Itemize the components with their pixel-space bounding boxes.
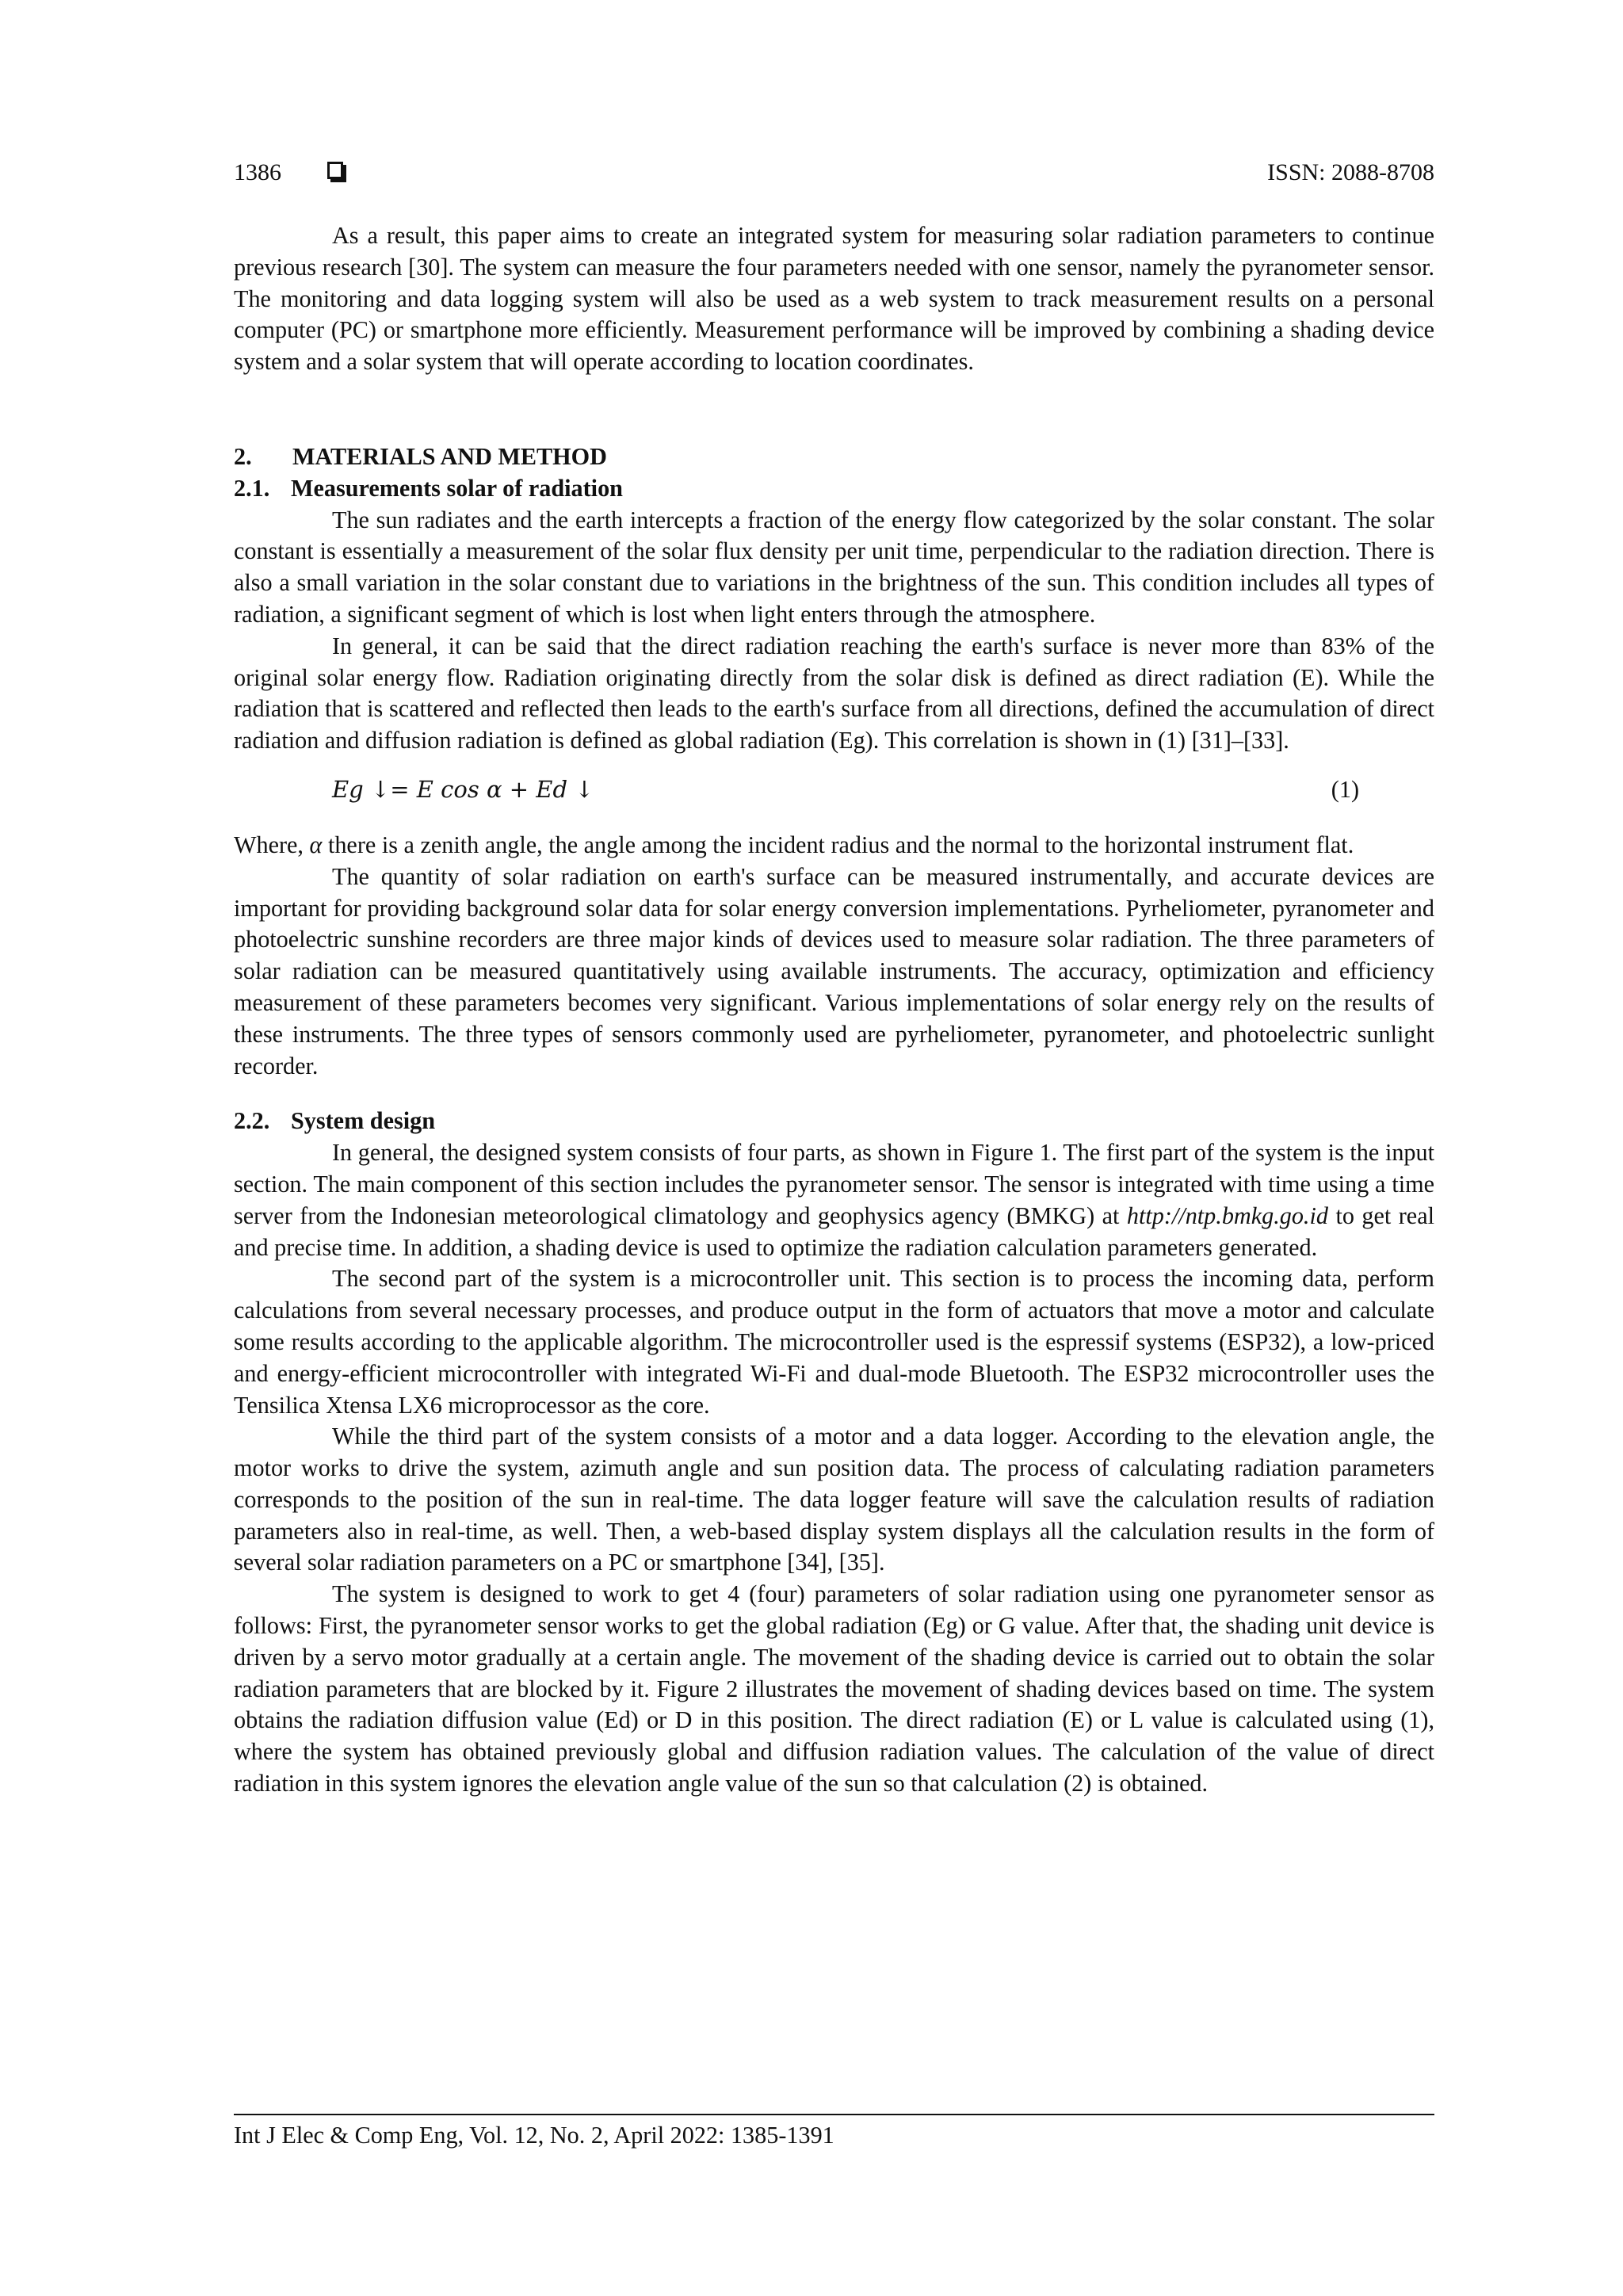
footer-citation: Int J Elec & Comp Eng, Vol. 12, No. 2, April 2022: 1385-1391 xyxy=(234,2122,834,2149)
footer-divider xyxy=(234,2114,1434,2115)
equation-expression: Eg ↓= E cos α + Ed ↓ xyxy=(332,775,594,803)
paragraph-text: In general, the designed system consists of four parts, as shown in Figure 1. The first part of the system is the input section. The main component of this section includes the pyranometer sensor. The sensor is integrated with time using a time server from the Indonesian meteorological climatology and geophysics agency (BMKG) at xyxy=(234,1139,1434,1229)
section-title: MATERIALS AND METHOD xyxy=(292,442,607,470)
page-header xyxy=(234,157,1434,192)
paragraph-text: to get real and precise time. In addition, a shading device is used to optimize the radiation calculation parameters generated. xyxy=(234,1201,1434,1261)
paragraph-where xyxy=(234,830,1434,861)
article-body xyxy=(234,220,1434,1800)
section-heading-2 xyxy=(234,441,1434,473)
checkbox-square-icon xyxy=(327,162,343,179)
subsection-number: 2.2. xyxy=(234,1107,270,1135)
where-rest: there is a zenith angle, the angle among the incident radius and the normal to the horizontal instrument flat. xyxy=(322,831,1354,858)
equation-1 xyxy=(234,774,1434,806)
subsection-number: 2.1. xyxy=(234,474,270,502)
issn-label: ISSN: 2088-8708 xyxy=(1267,159,1434,185)
section-number: 2. xyxy=(234,442,252,470)
equation-number: (1) xyxy=(1331,775,1359,803)
where-prefix: Where, xyxy=(234,831,310,858)
paragraph: The second part of the system is a microcontroller unit. This section is to process the incoming data, perform calculations from several necessary processes, and produce output in the form of actuators that move a motor and calculate some results according to the applicable algorithm. The microcontroller used is the espressif systems (ESP32), a low-priced and energy-efficient microcontroller with integrated Wi-Fi and dual-mode Bluetooth. The ESP32 microcontroller uses the Tensilica Xtensa LX6 microprocessor as the core. xyxy=(234,1265,1434,1419)
subsection-heading-2-1 xyxy=(234,473,1434,505)
subsection-heading-2-2 xyxy=(234,1106,1434,1137)
intro-paragraph: As a result, this paper aims to create an integrated system for measuring solar radiation parameters to continue previous research [30]. The system can measure the four parameters needed with one sensor, namely the pyranometer sensor. The monitoring and data logging system will also be used as a web system to track measurement results on a personal computer (PC) or smartphone more efficiently. Measurement performance will be improved by combining a shading device system and a solar system that will operate according to location coordinates. xyxy=(234,222,1434,376)
alpha-symbol: α xyxy=(309,831,323,858)
paragraph xyxy=(234,1137,1434,1263)
paragraph: The quantity of solar radiation on earth's surface can be measured instrumentally, and accurate devices are important for providing background solar data for solar energy conversion implementations. Pyrheliometer, pyranometer and photoelectric sunshine recorders are three major kinds of devices used to measure solar radiation. The three parameters of solar radiation can be measured quantitatively using available instruments. The accuracy, optimization and efficiency measurement of these parameters becomes very significant. Various implementations of solar energy rely on the results of these instruments. The three types of sensors commonly used are pyrheliometer, pyranometer, and photoelectric sunlight recorder. xyxy=(234,862,1434,1079)
page-number: 1386 xyxy=(234,159,281,185)
subsection-title: Measurements solar of radiation xyxy=(291,474,623,502)
paragraph: In general, it can be said that the direct radiation reaching the earth's surface is never more than 83% of the original solar energy flow. Radiation originating directly from the solar disk is defined as direct radiation (E). While the radiation that is scattered and reflected then leads to the earth's surface from all directions, defined the accumulation of direct radiation and diffusion radiation is defined as global radiation (Eg). This correlation is shown in (1) [31]–[33]. xyxy=(234,632,1434,755)
paragraph: While the third part of the system consists of a motor and a data logger. According to the elevation angle, the motor works to drive the system, azimuth angle and sun position data. The process of calculating radiation parameters corresponds to the position of the sun in real-time. The data logger feature will save the calculation results of radiation parameters also in real-time, as well. Then, a web-based display system displays all the calculation results in the form of several solar radiation parameters on a PC or smartphone [34], [35]. xyxy=(234,1423,1434,1576)
paragraph: The sun radiates and the earth intercepts a fraction of the energy flow categorized by the solar constant. The solar constant is essentially a measurement of the solar flux density per unit time, perpendicular to the radiation direction. There is also a small variation in the solar constant due to variations in the brightness of the sun. This condition includes all types of radiation, a significant segment of which is lost when light enters through the atmosphere. xyxy=(234,506,1434,628)
paragraph: The system is designed to work to get 4 (four) parameters of solar radiation using one pyranometer sensor as follows: First, the pyranometer sensor works to get the global radiation (Eg) or G value. After that, the shading unit device is driven by a servo motor gradually at a certain angle. The movement of the shading device is carried out to obtain the solar radiation parameters that are blocked by it. Figure 2 illustrates the movement of shading devices based on time. The system obtains the radiation diffusion value (Ed) or D in this position. The direct radiation (E) or L value is calculated using (1), where the system has obtained previously global and diffusion radiation values. The calculation of the value of direct radiation in this system ignores the elevation angle value of the sun so that calculation (2) is obtained. xyxy=(234,1580,1434,1797)
bmkg-link[interactable]: http://ntp.bmkg.go.id xyxy=(1126,1201,1328,1229)
subsection-title: System design xyxy=(291,1107,435,1135)
